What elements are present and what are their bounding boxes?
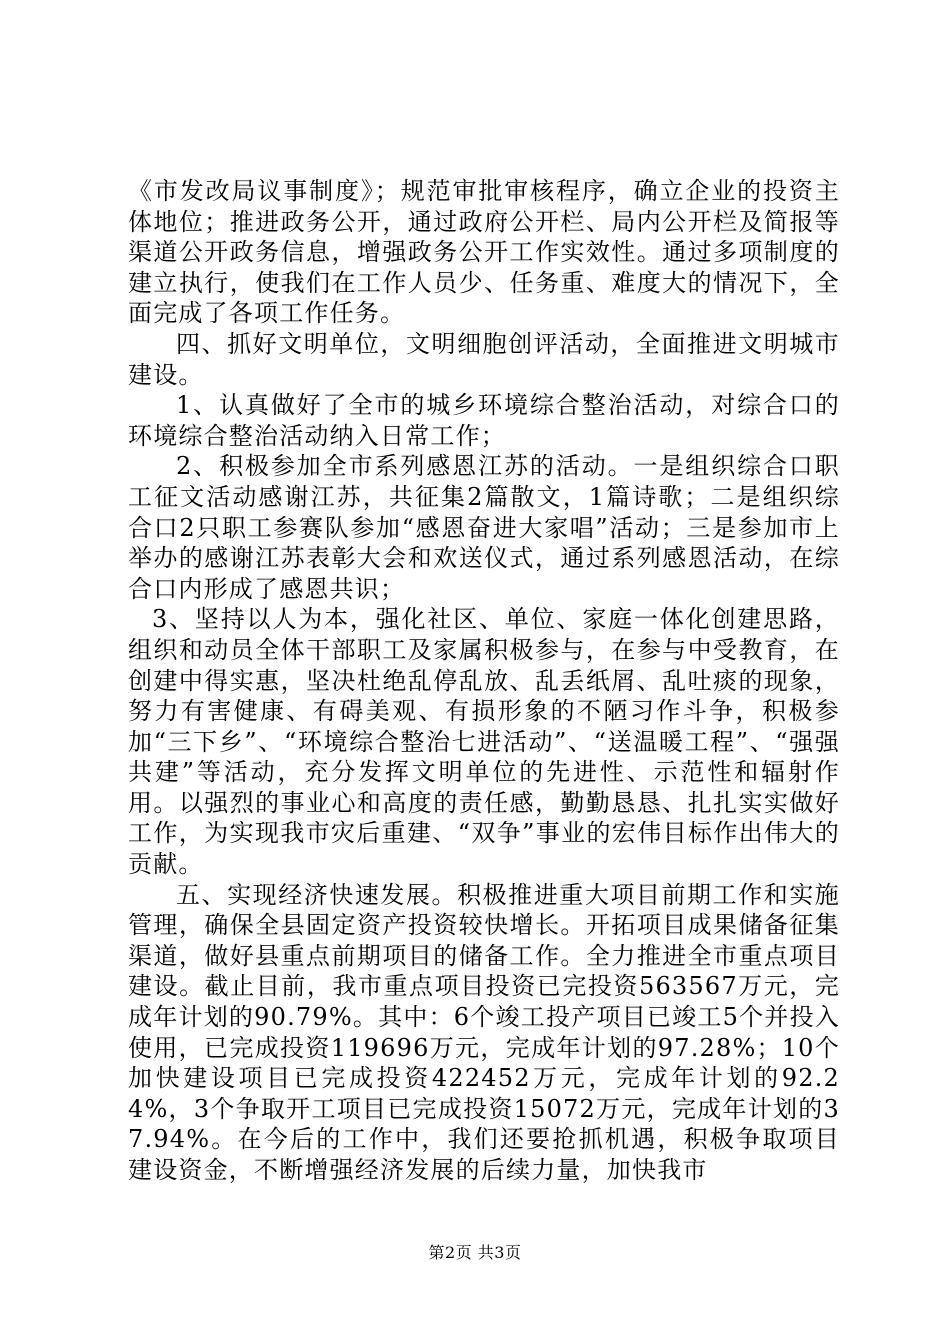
page-number-label: 第2页 共3页: [428, 1243, 522, 1262]
paragraph-item-1: 1、认真做好了全市的城乡环境综合整治活动，对综合口的环境综合整治活动纳入日常工作；: [128, 391, 840, 450]
page-footer: [0, 1240, 950, 1263]
paragraph-continuation: 《市发改局议事制度》；规范审批审核程序，确立企业的投资主体地位；推进政务公开，通过政府公开栏、局内公开栏及简报等渠道公开政务信息，增强政务公开工作实效性。通过多项制度的建立执行，使我们在工作人员少、任务重、难度大的情况下，全面完成了各项工作任务。: [128, 177, 840, 328]
paragraph-item-3: 3、坚持以人为本，强化社区、单位、家庭一体化创建思路，组织和动员全体干部职工及家属积极参与，在参与中受教育，在创建中得实惠，坚决杜绝乱停乱放、乱丢纸屑、乱吐痰的现象，努力有害健康、有碍美观、有损形象的不陋习作斗争，积极参加“三下乡”、“环境综合整治七进活动”、“送温暖工程”、“强强共建”等活动，充分发挥文明单位的先进性、示范性和辐射作用。以强烈的事业心和高度的责任感，勤勤恳恳、扎扎实实做好工作，为实现我市灾后重建、“双争”事业的宏伟目标作出伟大的贡献。: [128, 605, 840, 879]
paragraph-item-2: 2、积极参加全市系列感恩江苏的活动。一是组织综合口职工征文活动感谢江苏，共征集2篇散文，1篇诗歌；二是组织综合口2只职工参赛队参加“感恩奋进大家唱”活动；三是参加市上举办的感谢江苏表彰大会和欢送仪式，通过系列感恩活动，在综合口内形成了感恩共识；: [128, 452, 840, 603]
paragraph-section-four-heading: 四、抓好文明单位，文明细胞创评活动，全面推进文明城市建设。: [128, 329, 840, 389]
paragraph-section-five: 五、实现经济快速发展。积极推进重大项目前期工作和实施管理，确保全县固定资产投资较快增长。开拓项目成果储备征集渠道，做好县重点前期项目的储备工作。全力推进全市重点项目建设。截止目前，我市重点项目投资已完投资563567万元，完成年计划的90.79%。其中：6个竣工投产项目已竣工5个并投入使用，已完成投资119696万元，完成年计划的97.28%；10个加快建设项目已完成投资422452万元，完成年计划的92.24%，3个争取开工项目已完成投资15072万元，完成年计划的37.94%。在今后的工作中，我们还要抢抓机遇，积极争取项目建设资金，不断增强经济发展的后续力量，加快我市: [128, 880, 840, 1184]
document-body: [128, 176, 840, 1186]
